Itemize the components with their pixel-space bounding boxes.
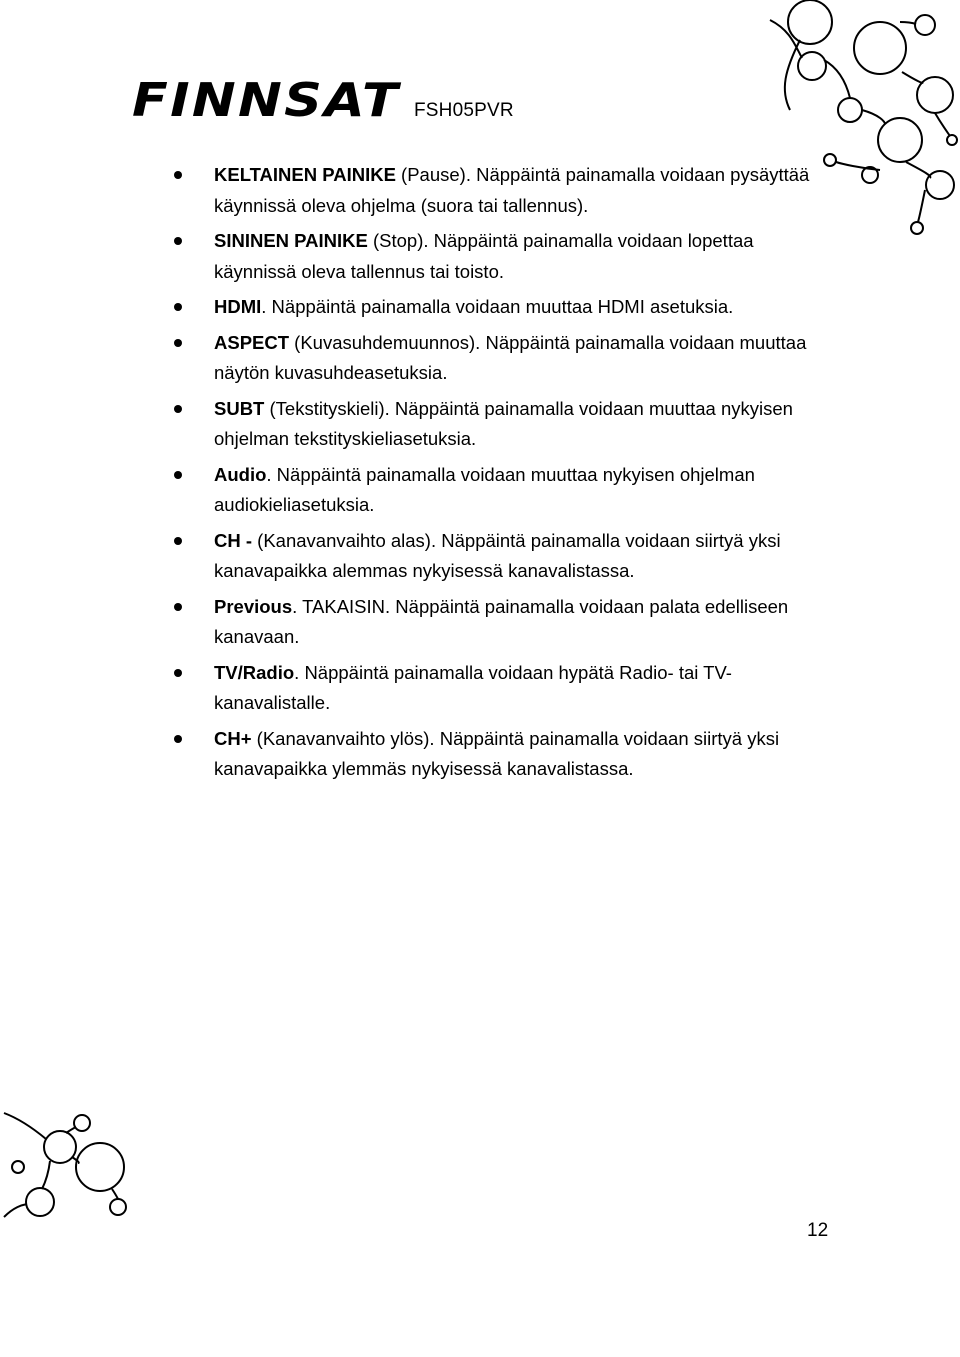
- bullet-icon: [174, 669, 182, 677]
- item-description: (Tekstityskieli). Näppäintä painamalla voidaan muuttaa nykyisen ohjelman tekstityskieliasetuksia.: [214, 397, 793, 449]
- item-term: TV/Radio: [214, 661, 295, 683]
- finnsat-logo: [132, 78, 404, 120]
- logo-text: FINNSAT: [132, 78, 402, 120]
- bullet-icon: [174, 471, 182, 479]
- list-item: [214, 160, 824, 221]
- document-body: [0, 160, 960, 790]
- list-item: [214, 394, 824, 455]
- model-code: FSH05PVR: [414, 100, 514, 121]
- feature-list: [0, 160, 960, 785]
- molecule-decoration-bottom-left: [0, 1107, 130, 1227]
- item-description: . Näppäintä painamalla voidaan muuttaa nykyisen ohjelman audiokieliasetuksia.: [214, 463, 755, 515]
- item-term: ASPECT: [214, 331, 290, 353]
- list-item: [214, 526, 824, 587]
- item-description: (Kuvasuhdemuunnos). Näppäintä painamalla voidaan muuttaa näytön kuvasuhdeasetuksia.: [214, 331, 807, 383]
- list-item: [214, 292, 824, 323]
- bullet-icon: [174, 405, 182, 413]
- bullet-icon: [174, 537, 182, 545]
- list-item: [214, 724, 824, 785]
- document-header: [132, 78, 552, 126]
- bullet-icon: [174, 171, 182, 179]
- bullet-icon: [174, 735, 182, 743]
- list-item: [214, 460, 824, 521]
- item-description: (Kanavanvaihto alas). Näppäintä painamalla voidaan siirtyä yksi kanavapaikka alemmas nykyisessä kanavalistassa.: [214, 529, 781, 581]
- item-term: SININEN PAINIKE: [214, 230, 368, 251]
- list-item: [214, 226, 824, 287]
- item-description: (Kanavanvaihto ylös). Näppäintä painamalla voidaan siirtyä yksi kanavapaikka ylemmäs nykyisessä kanavalistassa.: [214, 727, 780, 779]
- list-item: [214, 328, 824, 389]
- item-description: (Stop). Näppäintä painamalla voidaan lopettaa käynnissä oleva tallennus tai toisto.: [214, 230, 754, 282]
- item-term: HDMI: [214, 296, 262, 317]
- item-description: . TAKAISIN. Näppäintä painamalla voidaan palata edelliseen kanavaan.: [214, 595, 789, 647]
- bullet-icon: [174, 303, 182, 311]
- bullet-icon: [174, 237, 182, 245]
- item-description: (Pause). Näppäintä painamalla voidaan pysäyttää käynnissä oleva ohjelma (suora tai tallennus).: [214, 164, 810, 216]
- item-description: . Näppäintä painamalla voidaan hypätä Radio- tai TV-kanavalistalle.: [214, 661, 732, 713]
- bullet-icon: [174, 339, 182, 347]
- item-term: Audio: [214, 463, 267, 485]
- list-item: [214, 592, 824, 653]
- item-term: SUBT: [214, 397, 265, 419]
- item-term: CH -: [214, 529, 253, 551]
- item-term: CH+: [214, 727, 252, 749]
- item-term: Previous: [214, 595, 293, 617]
- list-item: [214, 658, 824, 719]
- bullet-icon: [174, 603, 182, 611]
- item-term: KELTAINEN PAINIKE: [214, 164, 396, 185]
- page-number: 12: [807, 1220, 829, 1241]
- item-description: . Näppäintä painamalla voidaan muuttaa HDMI asetuksia.: [261, 296, 734, 317]
